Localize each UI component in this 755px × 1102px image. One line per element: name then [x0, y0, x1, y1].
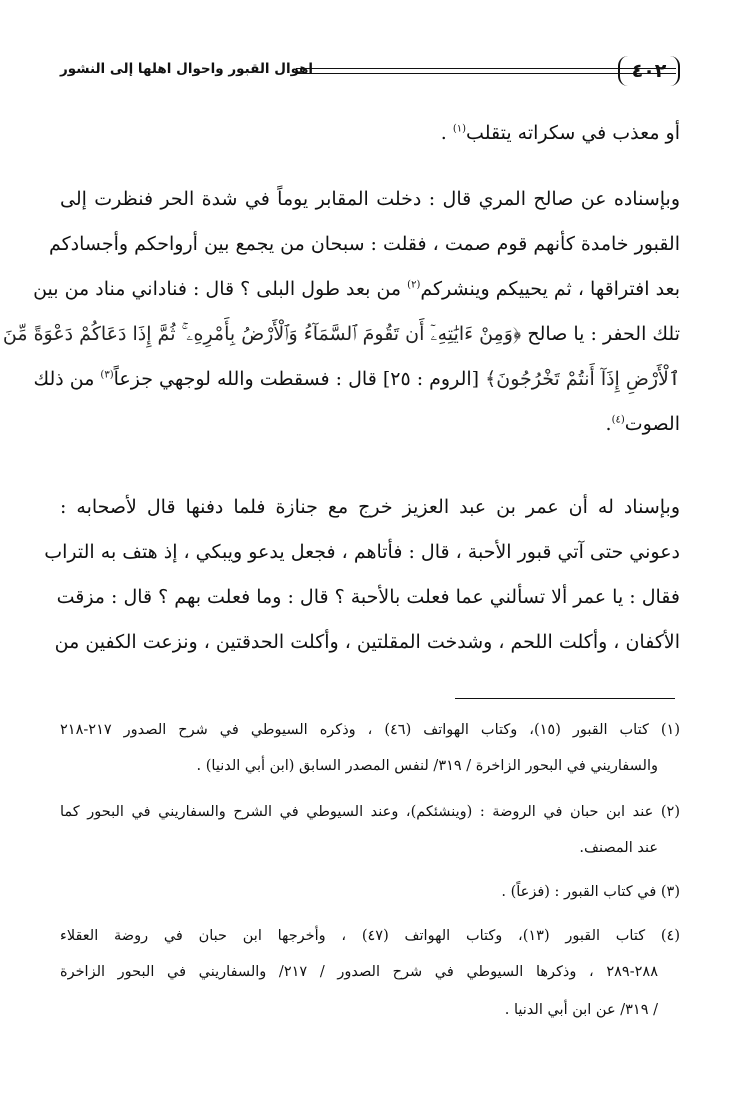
text-line — [33, 368, 680, 408]
text-span: الصوت — [624, 413, 680, 435]
text-span: أو معذب في سكراته يتقلب — [466, 122, 680, 144]
text-line: دعوني حتى آتي قبور الأحبة ، قال : فأتاهم ، فجعل يدعو ويبكي ، إذ هتف به التراب — [44, 541, 680, 563]
footnote-ref: (٤) — [611, 414, 625, 426]
footnote-4-cont: / ٣١٩/ عن ابن أبي الدنيا . — [504, 1002, 658, 1018]
footnote-3: (٣) في كتاب القبور : (فزعاً) . — [501, 884, 680, 900]
text-span: [الروم : ٢٥] قال : فسقطت والله لوجهي جزعاً — [113, 368, 486, 390]
text-span: من بعد طول البلى ؟ قال : فناداني مناد من بين — [33, 278, 408, 300]
footnote-separator — [455, 698, 675, 699]
text-line: وبإسناد له أن عمر بن عبد العزيز خرج مع جنازة فلما دفنها قال لأصحابه : — [60, 496, 680, 518]
quran-verse: ٱلْأَرْضِ إِذَآ أَنتُمْ تَخْرُجُونَ﴾ — [485, 368, 680, 390]
text-line: وبإسناده عن صالح المري قال : دخلت المقابر يوماً في شدة الحر فنظرت إلى — [60, 188, 680, 210]
footnote-1-cont: والسفاريني في البحور الزاخرة / ٣١٩/ لنفس المصدر السابق (ابن أبي الدنيا) . — [196, 758, 658, 774]
running-title: اهوال القبور واحوال اهلها إلى النشور — [60, 61, 314, 77]
text-line — [2, 323, 680, 363]
footnote-2: (٢) عند ابن حبان في الروضة : (وينشئكم)، وعند السيوطي في الشرح والسفاريني في البحور كما — [60, 804, 680, 820]
text-span: بعد افتراقها ، ثم يحييكم وينشركم — [420, 278, 680, 300]
text-line: الأكفان ، وأكلت اللحم ، وشدخت المقلتين ، وأكلت الحدقتين ، ونزعت الكفين من — [54, 631, 680, 653]
text-span: تلك الحفر : يا صالح — [521, 323, 680, 345]
footnote-4: (٤) كتاب القبور (١٣)، وكتاب الهواتف (٤٧) ، وأخرجها ابن حبان في روضة العقلاء — [60, 928, 680, 944]
footnote-1: (١) كتاب القبور (١٥)، وكتاب الهواتف (٤٦) ، وذكره السيوطي في شرح الصدور ٢١٧-٢١٨ — [60, 722, 680, 738]
footnote-2-cont: عند المصنف. — [579, 840, 658, 856]
text-span: . — [605, 413, 612, 435]
text-line — [33, 278, 680, 318]
running-header — [60, 56, 680, 90]
text-line: فقال : يا عمر ألا تسألني عما فعلت بالأحبة ؟ قال : وما فعلت بهم ؟ قال : مزقت — [56, 586, 680, 608]
text-line — [60, 122, 680, 162]
text-span: . — [440, 122, 453, 144]
footnote-ref: (٣) — [100, 369, 114, 381]
text-span: من ذلك — [33, 368, 101, 390]
footnote-ref: (١) — [452, 123, 467, 135]
text-line — [60, 413, 680, 453]
page-number: ٤٠٢ — [618, 56, 680, 86]
quran-verse: ﴿وَمِنْ ءَايَٰتِهِۦٓ أَن تَقُومَ ٱلسَّمَآءُ وَٱلْأَرْضُ بِأَمْرِهِۦ ۚ ثُمَّ إِذَا دَعَاكُمْ دَعْوَةً مِّنَ — [2, 323, 522, 345]
text-line: القبور خامدة كأنهم قوم صمت ، فقلت : سبحان من يجمع بين أرواحكم وأجسادكم — [48, 233, 680, 255]
footnote-4-cont: ٢٨٨-٢٨٩ ، وذكرها السيوطي في شرح الصدور / ٢١٧/ والسفاريني في البحور الزاخرة — [60, 964, 658, 980]
footnote-ref: (٢) — [407, 279, 421, 291]
